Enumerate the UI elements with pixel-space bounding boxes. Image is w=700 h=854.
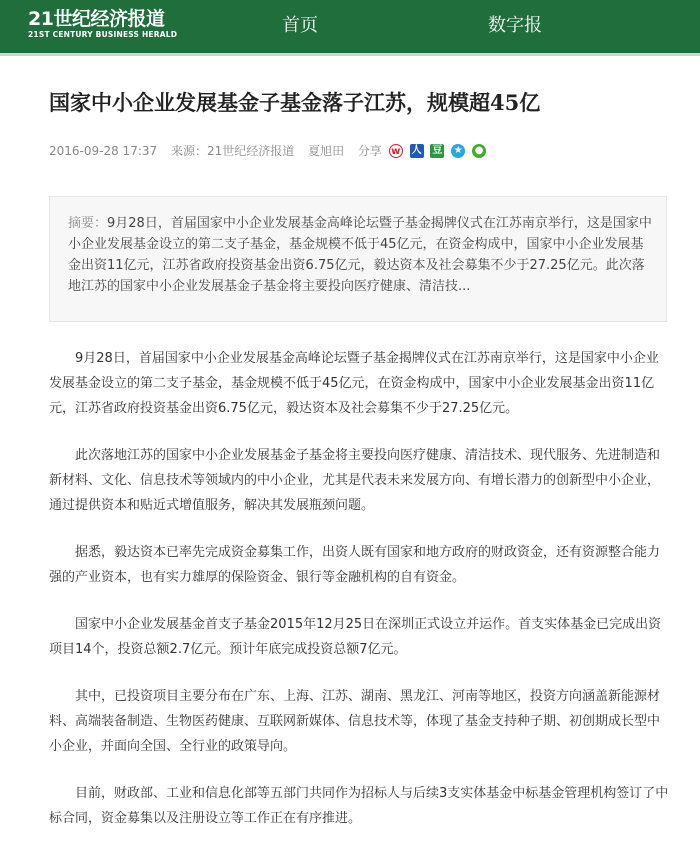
weibo-icon[interactable]: w [389,144,403,158]
share-label: 分享 [357,143,382,158]
douban-icon[interactable]: 豆 [432,145,443,156]
article-author[interactable]: 夏旭田 [308,143,345,158]
article-title: 国家中小企业发展基金子基金落子江苏，规模超45亿 [49,90,541,115]
summary-text: 9月28日，首届国家中小企业发展基金高峰论坛暨子基金揭牌仪式在江苏南京举行，这是国家中小企业发展基金设立的第二支子基金，基金规模不低于45亿元，在资金构成中，国家中小企业发展基金出资11亿元，江苏省政府投资基金出资6.75亿元，毅达资本及社会募集不少于27.25亿元。此次落地江苏的国家中小企业发展基金子基金将主要投向医疗健康、清洁技... [68,216,652,294]
top-nav-bar [0,0,700,56]
article-paragraph: 据悉，毅达资本已率先完成资金募集工作，出资人既有国家和地方政府的财政资金，还有资源整合能力强的产业资本，也有实力雄厚的保险资金、银行等金融机构的自有资金。 [49,545,661,585]
wechat-icon[interactable]: ● [472,144,486,158]
article-paragraph: 国家中小企业发展基金首支子基金2015年12月25日在深圳正式设立并运作。首支实体基金已完成出资项目14个，投资总额2.7亿元。预计年底完成投资总额7亿元。 [49,617,662,657]
qzone-icon[interactable]: ★ [451,144,465,158]
logo-title: 21世纪经济报道 [28,8,165,30]
renren-icon[interactable]: 人 [411,145,422,156]
logo-subtitle: 21ST CENTURY BUSINESS HERALD [28,30,178,39]
article-body [49,346,669,853]
nav-home-link[interactable]: 首页 [282,15,318,36]
article-paragraph: 目前，财政部、工业和信息化部等五部门共同作为招标人与后续3支实体基金中标基金管理机构签订了中标合同，资金募集以及注册设立等工作正在有序推进。 [49,786,669,826]
article-meta [49,140,649,161]
publish-date: 2016-09-28 17:37 [49,143,158,158]
article-source: 来源：21世纪经济报道 [170,143,295,158]
article-paragraph: 此次落地江苏的国家中小企业发展基金子基金将主要投向医疗健康、清洁技术、现代服务、先进制造和新材料、文化、信息技术等领域内的中小企业，尤其是代表未来发展方向、有增长潜力的创新型中小企业，通过提供资本和贴近式增值服务，解决其发展瓶颈问题。 [49,448,661,513]
share-icon-group [389,141,489,161]
article-paragraph: 其中，已投资项目主要分布在广东、上海、江苏、湖南、黑龙江、河南等地区，投资方向涵盖新能源材料、高端装备制造、生物医药健康、互联网新媒体、信息技术等，体现了基金支持种子期、初创期成长型中小企业，并面向全国、全行业的政策导向。 [49,689,661,754]
article-summary [49,196,667,322]
site-logo[interactable] [28,8,177,40]
nav-digital-paper-link[interactable]: 数字报 [488,15,542,36]
article-paragraph: 9月28日，首届国家中小企业发展基金高峰论坛暨子基金揭牌仪式在江苏南京举行，这是国家中小企业发展基金设立的第二支子基金，基金规模不低于45亿元，在资金构成中，国家中小企业发展基金出资11亿元，江苏省政府投资基金出资6.75亿元，毅达资本及社会募集不少于27.25亿元。 [49,351,659,416]
summary-label: 摘要： [68,216,108,231]
